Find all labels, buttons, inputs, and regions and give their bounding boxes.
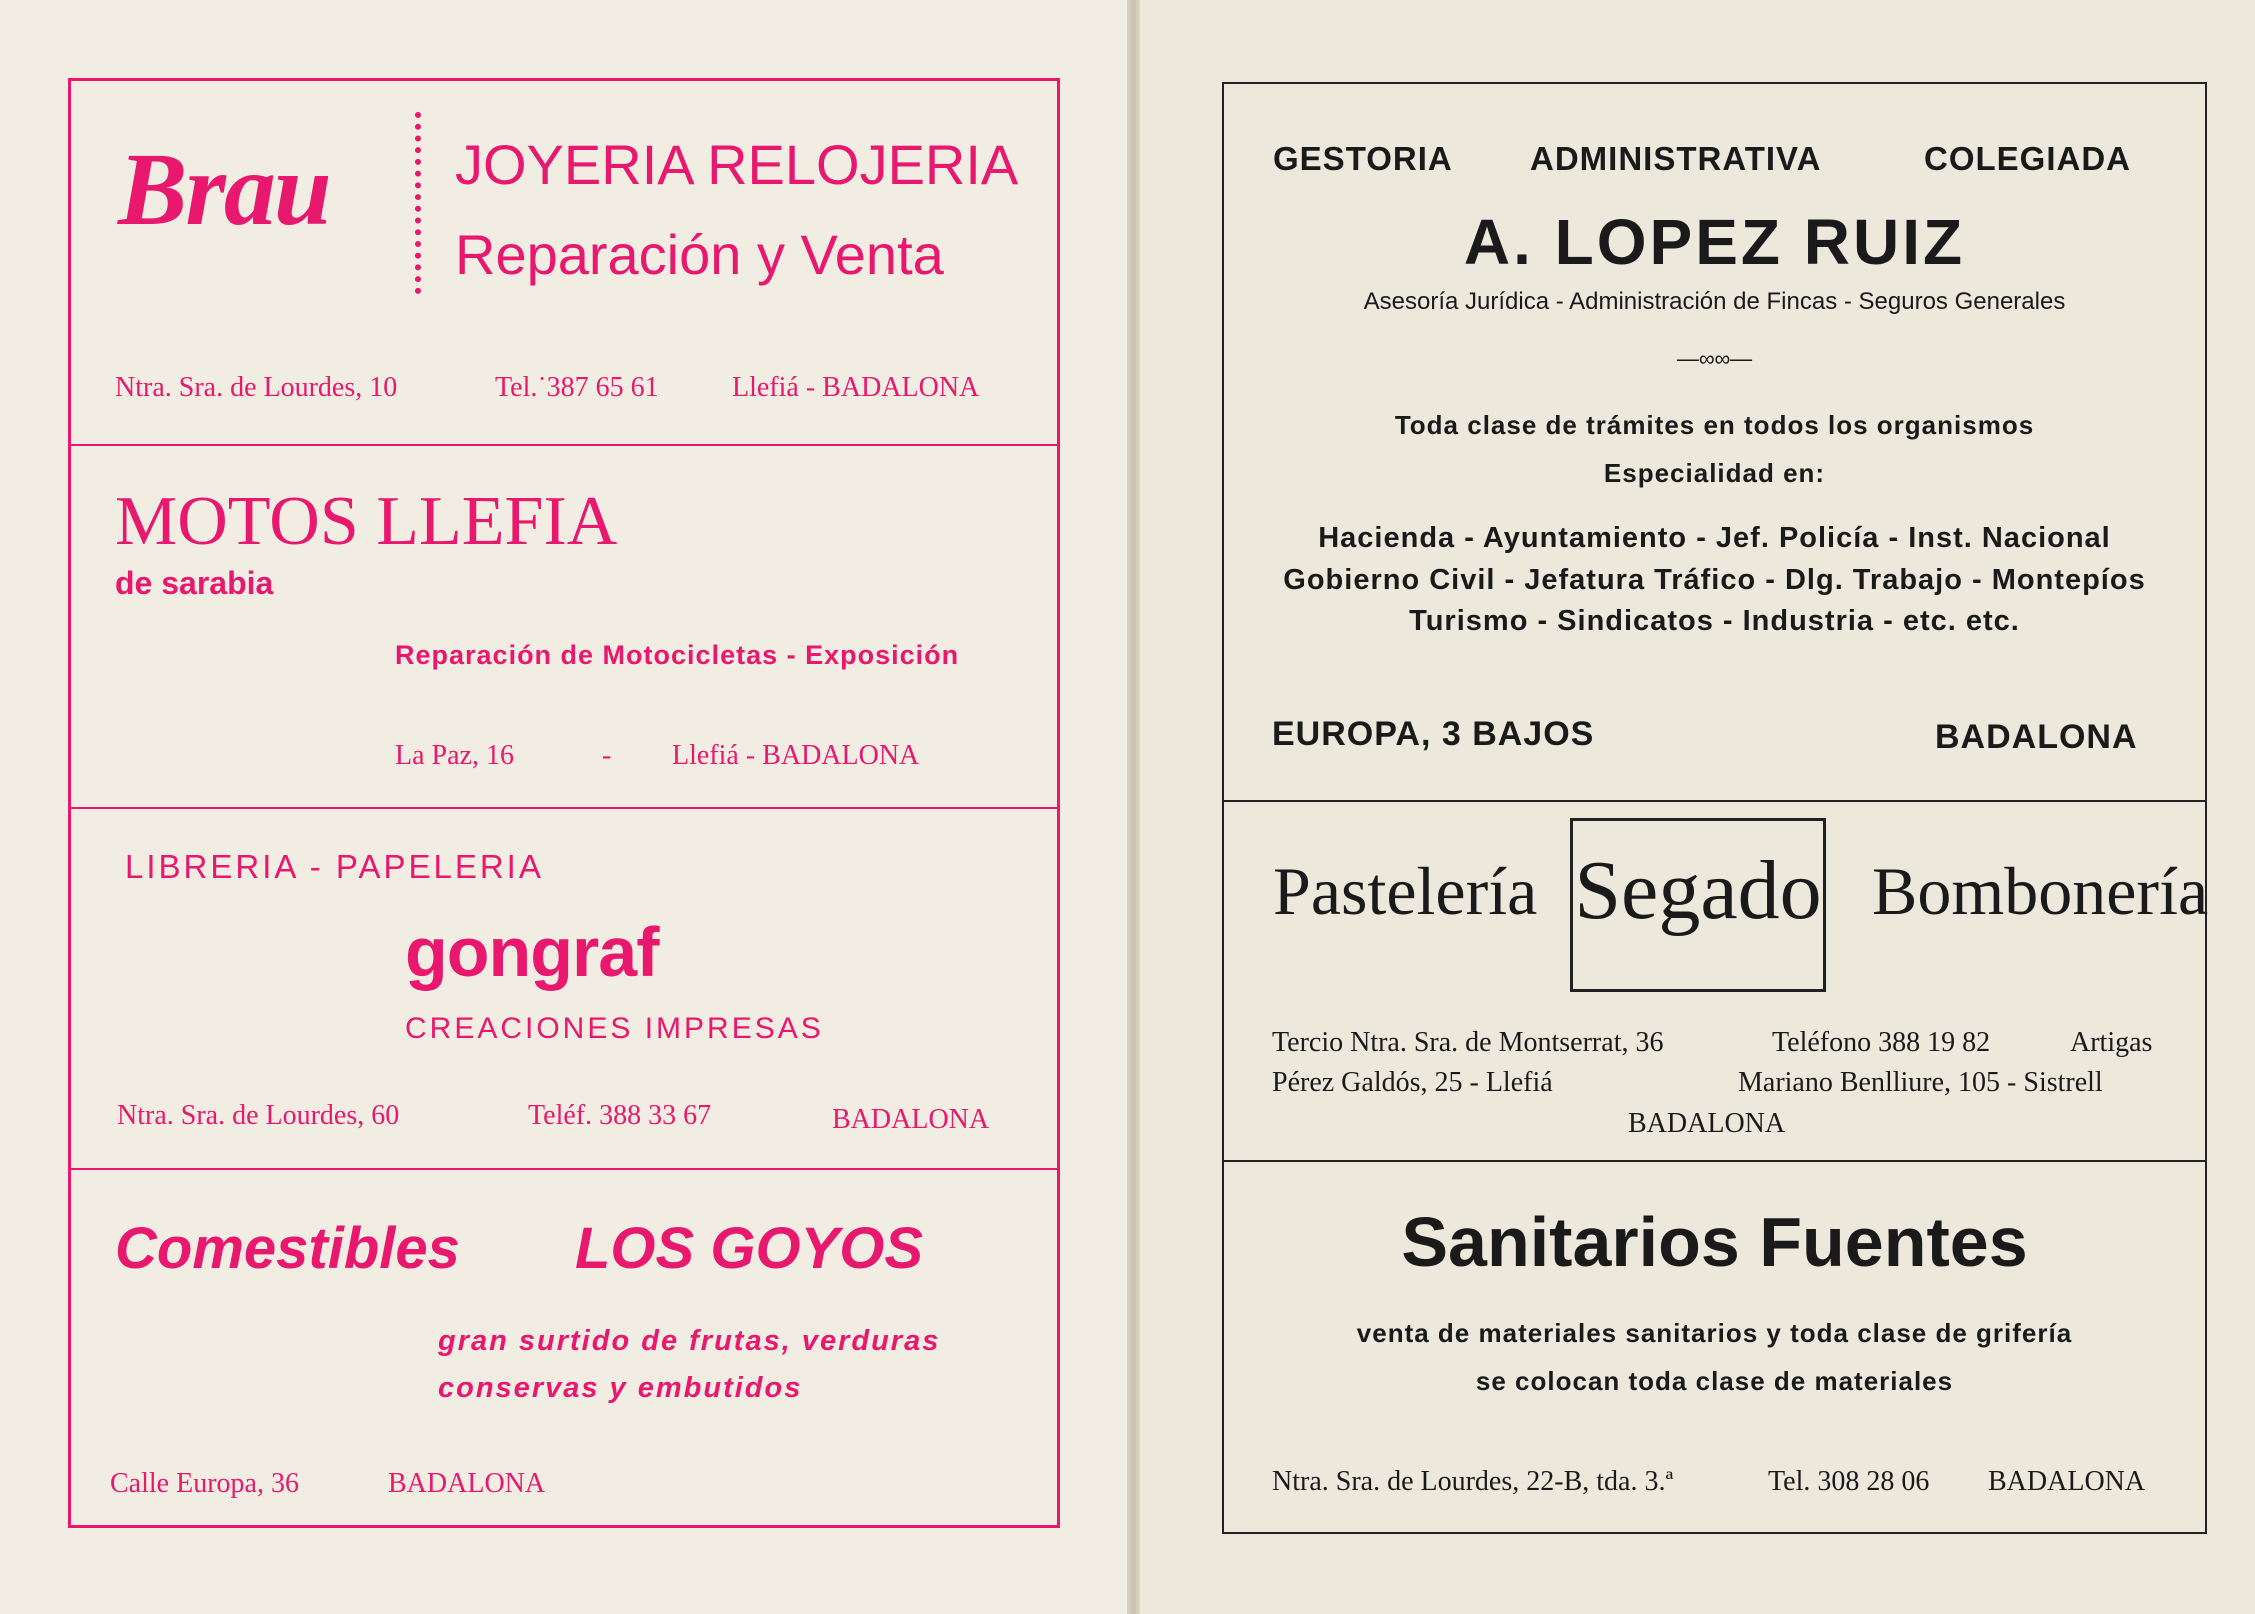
gestoria-ornament: —∞∞—: [1676, 346, 1753, 371]
gongraf-address: Ntra. Sra. de Lourdes, 60: [117, 1100, 400, 1131]
gestoria-city: BADALONA: [1935, 718, 2138, 756]
gongraf-phone: Teléf. 388 33 67: [528, 1100, 712, 1131]
gestoria-list1: Hacienda - Ayuntamiento - Jef. Policía - Inst. Nacional: [1318, 522, 2111, 554]
segado-right: Bombonería: [1872, 853, 2209, 929]
gestoria-line2: Especialidad en:: [1603, 458, 1826, 488]
segado-area1: Artigas: [2070, 1027, 2153, 1058]
goyos-desc2: conservas y embutidos: [438, 1372, 803, 1404]
gestoria-list3: Turismo - Sindicatos - Industria - etc. etc.: [1409, 605, 2020, 637]
gestoria-list2: Gobierno Civil - Jefatura Tráfico - Dlg. Trabajo - Montepíos: [1283, 564, 2146, 596]
goyos-city: BADALONA: [388, 1468, 546, 1499]
right-divider-1: [1222, 800, 2207, 802]
gongraf-heading: LIBRERIA - PAPELERIA: [125, 848, 544, 885]
gestoria-word-3: COLEGIADA: [1924, 140, 2131, 177]
motos-city: Llefiá - BADALONA: [672, 740, 920, 771]
segado-addr2: Pérez Galdós, 25 - Llefiá: [1272, 1067, 1553, 1098]
goyos-desc1: gran surtido de frutas, verduras: [438, 1325, 941, 1357]
motos-subtitle: de sarabia: [115, 565, 274, 601]
gestoria-line1: Toda clase de trámites en todos los organismos: [1394, 410, 2035, 440]
gestoria-services: Asesoría Jurídica - Administración de Fincas - Seguros Generales: [1363, 288, 2066, 315]
gestoria-address: EUROPA, 3 BAJOS: [1272, 715, 1595, 753]
brau-phone: Tel.˙387 65 61: [495, 372, 659, 403]
fuentes-phone: Tel. 308 28 06: [1768, 1466, 1930, 1497]
segado-phone: Teléfono 388 19 82: [1772, 1027, 1991, 1058]
fuentes-city: BADALONA: [1988, 1466, 2146, 1497]
left-ad-frame: [68, 78, 1060, 1528]
fuentes-address: Ntra. Sra. de Lourdes, 22-B, tda. 3.ª: [1272, 1466, 1674, 1497]
divider-2: [68, 807, 1060, 809]
brau-logo-rule: [415, 112, 421, 294]
goyos-address: Calle Europa, 36: [110, 1468, 299, 1499]
motos-title: MOTOS LLEFIA: [115, 483, 618, 560]
gestoria-name: A. LOPEZ RUIZ: [1463, 206, 1966, 278]
motos-address: La Paz, 16: [395, 740, 514, 771]
brau-line2: Reparación y Venta: [455, 223, 944, 286]
segado-addr3: Mariano Benlliure, 105 - Sistrell: [1738, 1067, 2103, 1098]
brau-address: Ntra. Sra. de Lourdes, 10: [115, 372, 398, 403]
gestoria-word-1: GESTORIA: [1273, 140, 1453, 177]
segado-city: BADALONA: [1628, 1108, 1786, 1139]
brau-logo: Brau: [118, 132, 330, 247]
gongraf-name: gongraf: [405, 913, 659, 991]
right-divider-2: [1222, 1160, 2207, 1162]
divider-3: [68, 1168, 1060, 1170]
gongraf-tagline: CREACIONES IMPRESAS: [405, 1012, 824, 1045]
divider-1: [68, 444, 1060, 446]
segado-left: Pastelería: [1273, 853, 1538, 929]
fuentes-title: Sanitarios Fuentes: [1401, 1203, 2028, 1281]
fuentes-desc2: se colocan toda clase de materiales: [1475, 1366, 1954, 1396]
fuentes-desc1: venta de materiales sanitarios y toda clase de grifería: [1356, 1318, 2073, 1348]
segado-center: Segado: [1574, 844, 1822, 937]
brau-city: Llefiá - BADALONA: [732, 372, 980, 403]
segado-addr1: Tercio Ntra. Sra. de Montserrat, 36: [1272, 1027, 1664, 1058]
motos-separator: -: [602, 740, 612, 771]
goyos-title-a: Comestibles: [115, 1216, 460, 1281]
gestoria-word-2: ADMINISTRATIVA: [1530, 140, 1822, 177]
gongraf-city: BADALONA: [832, 1104, 990, 1135]
motos-services: Reparación de Motocicletas - Exposición: [395, 640, 960, 670]
goyos-title-b: LOS GOYOS: [575, 1216, 924, 1281]
book-gutter: [1127, 0, 1140, 1614]
brau-line1: JOYERIA RELOJERIA: [455, 133, 1019, 196]
